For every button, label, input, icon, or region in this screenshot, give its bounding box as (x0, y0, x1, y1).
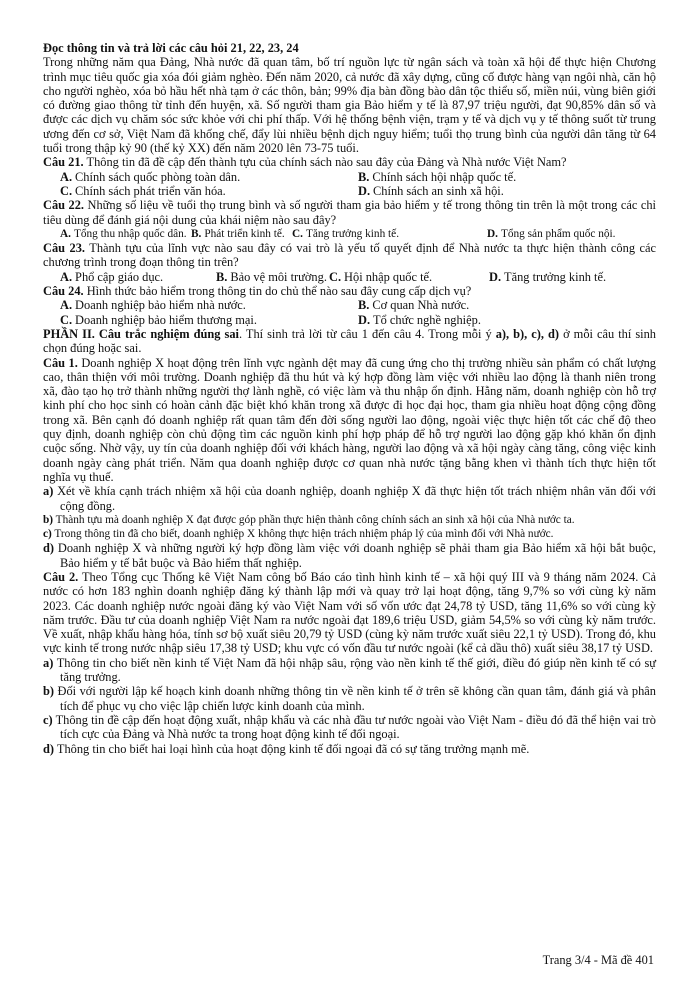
question-23: Câu 23. Thành tựu của lĩnh vực nào sau đây có vai trò là yếu tố quyết định để Nhà nước ta thực hiện thành công các chương trình trong đoạn thông tin trên? (43, 241, 656, 270)
tf-item-a: a) Xét về khía cạnh trách nhiệm xã hội của doanh nghiệp, doanh nghiệp X đã thực hiện tốt trách nhiệm nhân văn đối với cộng đồng. (43, 484, 656, 513)
option-d: D. Chính sách an sinh xã hội. (358, 183, 504, 198)
question-21: Câu 21. Thông tin đã đề cập đến thành tựu của chính sách nào sau đây của Đảng và Nhà nước Việt Nam? (43, 155, 567, 170)
question-22: Câu 22. Những số liệu về tuổi thọ trung bình và số người tham gia bảo hiểm y tế trong thông tin trên là một trong các chỉ tiêu dùng để đánh giá nội dung của khái niệm nào sau đây? (43, 198, 657, 227)
option-a: A. Chính sách quốc phòng toàn dân. (60, 169, 241, 184)
tf-item-c: c) Thông tin đề cập đến hoạt động xuất, nhập khẩu và các nhà đầu tư nước ngoài vào Việt Nam - điều đó đã thể hiện vai trò tích cực của Đảng và Nhà nước ta trong hoạt động kinh tế đối ngoại. (43, 712, 656, 742)
question-label: Câu 24. (43, 284, 84, 299)
option-a: A. Tổng thu nhập quốc dân. (60, 227, 187, 240)
option-b: B. Chính sách hội nhập quốc tế. (358, 169, 517, 184)
part2-heading: PHẦN II. Câu trắc nghiệm đúng sai. Thí sinh trả lời từ câu 1 đến câu 4. Trong mỗi ý a), b), c), d) ở mỗi câu thí sinh chọn đúng hoặc sai. (43, 326, 656, 356)
question-label: Câu 2. (43, 569, 79, 584)
option-c: C. Doanh nghiệp bảo hiểm thương mại. (60, 312, 257, 327)
option-c: C. Chính sách phát triển văn hóa. (60, 183, 226, 198)
option-b: B. Bảo vệ môi trường. (216, 269, 327, 284)
option-d: D. Tổng sản phẩm quốc nội. (487, 227, 616, 240)
options-22 (43, 227, 656, 241)
option-c: C. Hội nhập quốc tế. (329, 269, 433, 284)
question-label: Câu 1. (43, 355, 78, 370)
tf-item-c: c) Trong thông tin đã cho biết, doanh nghiệp X không thực hiện trách nhiệm pháp lý của mình đối với Nhà nước. (43, 528, 554, 541)
option-c: C. Tăng trưởng kinh tế. (292, 227, 400, 240)
options-21 (43, 170, 656, 199)
tf-item-b: b) Thành tựu mà doanh nghiệp X đạt được góp phần thực hiện thành công chính sách an sinh xã hội của Nhà nước ta. (43, 513, 575, 526)
options-23 (43, 270, 656, 284)
tf-question-1: Câu 1. Doanh nghiệp X hoạt động trên lĩnh vực ngành dệt may đã cung ứng cho thị trường nhiều sản phẩm có chất lượng cao, thân thiện với môi trường. Doanh nghiệp đã thu hút và ký hợp đồng làm việc với nhiều lao động là thanh niên trong xã, đào tạo họ trở thành những người thợ lành nghề, có việc làm và thu nhập ổn định. Hằng năm, doanh nghiệp còn hỗ trợ kinh phí cho học sinh có hoàn cảnh đặc biệt khó khăn trong xã được đi học đại học, tham gia nhiều hoạt động cộng đồng trong xã. Bên cạnh đó doanh nghiệp rất quan tâm đến đời sống người lao động, ngoài việc thực hiện tốt các chế độ theo quy định, doanh nghiệp còn chủ động tìm các nguồn kinh phí hợp pháp để hỗ trợ người lao động gặp khó khăn ổn định cuộc sống. Nhờ vậy, uy tín của doanh nghiệp đối với khách hàng, người lao động và xã hội ngày càng tăng, công việc kinh doanh ngày càng phát triển. Năm qua doanh nghiệp được cơ quan nhà nước tặng bằng khen vì thành tích thực hiện tốt nghĩa vụ thuế. (43, 355, 656, 484)
page-footer: Trang 3/4 - Mã đề 401 (542, 953, 654, 967)
question-24: Câu 24. Hình thức bảo hiểm trong thông tin do chủ thể nào sau đây cung cấp dịch vụ? (43, 284, 472, 299)
question-label: Câu 22. (43, 198, 85, 213)
option-b: B. Phát triển kinh tế. (191, 227, 285, 240)
tf-item-a: a) Thông tin cho biết nền kinh tế Việt Nam đã hội nhập sâu, rộng vào nền kinh tế thế giới, điều đó giúp nền kinh tế có sự tăng trưởng. (43, 655, 656, 685)
option-b: B. Cơ quan Nhà nước. (358, 298, 470, 313)
option-a: A. Doanh nghiệp bảo hiểm nhà nước. (60, 298, 246, 313)
option-a: A. Phổ cập giáo dục. (60, 269, 164, 284)
option-d: D. Tăng trưởng kinh tế. (489, 269, 607, 284)
option-d: D. Tổ chức nghề nghiệp. (358, 312, 481, 327)
tf-item-d: d) Doanh nghiệp X và những người ký hợp đồng làm việc với doanh nghiệp sẽ phải tham gia Bảo hiểm xã hội bắt buộc, Bảo hiểm y tế bắt buộc và Bảo hiểm thất nghiệp. (43, 541, 657, 570)
options-24 (43, 298, 656, 327)
passage: Trong những năm qua Đảng, Nhà nước đã quan tâm, bố trí nguồn lực từ ngân sách và toàn xã hội để thực hiện Chương trình mục tiêu quốc gia xóa đói giảm nghèo. Đến năm 2020, cả nước đã xây dựng, cũng cố được hàng vạn ngôi nhà, căn hộ cho người nghèo, xóa bỏ hầu hết nhà tạm ở các thôn, bản; 99% địa bàn đồng bào dân tộc thiểu số, miền núi, vùng biên giới có đường giao thông từ tỉnh đến huyện, xã. Số người tham gia Bảo hiểm y tế là 87,97 triệu người, đạt 90,85% dân số và được các dịch vụ chăm sóc sức khỏe với chi phí thấp. Với hệ thống bệnh viện, trạm y tế và dịch vụ y tế thông suốt từ trung ương đến cơ sở, Việt Nam đã khống chế, đẩy lùi nhiều bệnh dịch nguy hiểm; tuổi thọ trung bình của người dân tăng từ 64 tuổi trong thập kỷ 90 (thế kỷ XX) đến năm 2020 lên 73-75 tuổi. (43, 55, 656, 156)
question-label: Câu 21. (43, 155, 84, 170)
tf-item-d: d) Thông tin cho biết hai loại hình của hoạt động kinh tế đối ngoại đã có sự tăng trưởng mạnh mẽ. (43, 741, 530, 756)
section-title: Đọc thông tin và trả lời các câu hỏi 21, 22, 23, 24 (43, 41, 299, 55)
question-label: Câu 23. (43, 241, 85, 256)
tf-question-2: Câu 2. Theo Tổng cục Thống kê Việt Nam công bố Báo cáo tình hình kinh tế – xã hội quý III và 9 tháng năm 2024. Cả nước có hơn 183 nghìn doanh nghiệp đăng ký thành lập mới và quay trở lại hoạt động, tăng 9,7% so với cùng kỳ năm 2023. Các doanh nghiệp nước ngoài đăng ký vào Việt Nam với số vốn ước đạt 24,78 tỷ USD, tăng 11,6% so với cùng kỳ năm trước. Đầu tư của doanh nghiệp Việt Nam ra nước ngoài đạt 189,6 triệu USD, giảm 54,5% so với cùng kỳ năm trước. Về xuất, nhập khẩu hàng hóa, tính sơ bộ xuất siêu 20,79 tỷ USD (cùng kỳ năm trước xuất siêu 22,1 tỷ USD). Trong đó, khu vực kinh tế trong nước nhập siêu 17,38 tỷ USD; khu vực có vốn đầu tư nước ngoài (kể cả dầu thô) xuất siêu 38,17 tỷ USD. (43, 569, 656, 656)
tf-item-b: b) Đối với người lập kế hoạch kinh doanh những thông tin về nền kinh tế ở trên sẽ không cần quan tâm, đánh giá và phân tích để phục vụ cho việc lập chiến lược kinh doanh của mình. (43, 684, 656, 713)
